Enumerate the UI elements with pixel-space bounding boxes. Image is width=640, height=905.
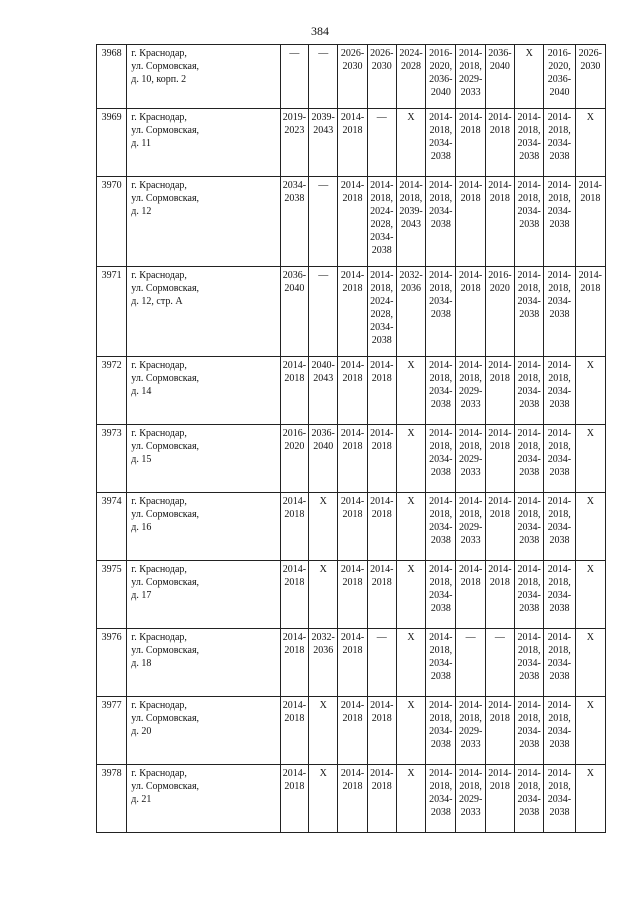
table-row (97, 765, 606, 833)
schedule-cell: 2014- 2018, 2034- 2038 (426, 697, 456, 765)
schedule-cell: 2014- 2018, 2029- 2033 (456, 357, 485, 425)
address-cell: г. Краснодар, ул. Сормовская, д. 18 (127, 629, 281, 697)
row-number: 3978 (97, 765, 127, 833)
schedule-cell: 2014- 2018, 2034- 2038 (426, 425, 456, 493)
schedule-cell: 2016- 2020 (280, 425, 308, 493)
row-number: 3968 (97, 45, 127, 109)
schedule-cell: 2014- 2018 (280, 357, 308, 425)
row-number: 3976 (97, 629, 127, 697)
schedule-cell: 2014- 2018 (485, 493, 514, 561)
schedule-cell: 2014- 2018 (367, 357, 396, 425)
schedule-cell: 2019- 2023 (280, 109, 308, 177)
address-cell: г. Краснодар, ул. Сормовская, д. 17 (127, 561, 281, 629)
row-number: 3974 (97, 493, 127, 561)
schedule-cell: 2014- 2018, 2034- 2038 (544, 109, 575, 177)
address-cell: г. Краснодар, ул. Сормовская, д. 15 (127, 425, 281, 493)
schedule-cell: 2014- 2018 (485, 561, 514, 629)
schedule-cell: — (456, 629, 485, 697)
schedule-cell: 2014- 2018, 2029- 2033 (456, 425, 485, 493)
schedule-cell: 2014- 2018 (338, 425, 367, 493)
schedule-cell: X (396, 561, 425, 629)
schedule-cell: 2014- 2018 (485, 177, 514, 267)
table-row (97, 45, 606, 109)
schedule-cell: X (575, 357, 605, 425)
schedule-cell: 2014- 2018 (280, 765, 308, 833)
schedule-cell: — (367, 629, 396, 697)
schedule-cell: 2014- 2018, 2024- 2028, 2034- 2038 (367, 177, 396, 267)
schedule-cell: 2014- 2018 (338, 697, 367, 765)
schedule-cell: — (309, 177, 338, 267)
schedule-cell: 2014- 2018, 2034- 2038 (426, 357, 456, 425)
schedule-cell: 2014- 2018, 2034- 2038 (426, 267, 456, 357)
schedule-cell: X (309, 697, 338, 765)
schedule-cell: 2014- 2018, 2034- 2038 (515, 267, 544, 357)
schedule-cell: X (575, 425, 605, 493)
table-row (97, 109, 606, 177)
schedule-cell: 2040- 2043 (309, 357, 338, 425)
schedule-cell: 2014- 2018 (456, 177, 485, 267)
schedule-cell: X (396, 629, 425, 697)
schedule-cell: 2014- 2018 (485, 109, 514, 177)
schedule-cell: 2014- 2018 (575, 177, 605, 267)
schedule-cell: 2014- 2018, 2034- 2038 (515, 493, 544, 561)
schedule-cell: 2032- 2036 (309, 629, 338, 697)
schedule-cell: 2024- 2028 (396, 45, 425, 109)
schedule-cell: 2014- 2018 (456, 267, 485, 357)
schedule-cell: 2014- 2018 (280, 493, 308, 561)
schedule-cell: X (575, 493, 605, 561)
schedule-cell: X (396, 765, 425, 833)
table-row (97, 267, 606, 357)
schedule-cell: 2014- 2018, 2029- 2033 (456, 765, 485, 833)
schedule-cell: 2014- 2018 (485, 765, 514, 833)
schedule-cell: 2014- 2018 (280, 629, 308, 697)
schedule-cell: 2014- 2018 (367, 493, 396, 561)
schedule-cell: 2014- 2018 (367, 697, 396, 765)
row-number: 3977 (97, 697, 127, 765)
schedule-cell: 2014- 2018, 2034- 2038 (544, 177, 575, 267)
row-number: 3973 (97, 425, 127, 493)
schedule-cell: 2014- 2018 (367, 561, 396, 629)
schedule-cell: 2014- 2018 (338, 357, 367, 425)
schedule-cell: 2014- 2018, 2034- 2038 (515, 425, 544, 493)
schedule-cell: 2014- 2018 (367, 425, 396, 493)
schedule-cell: 2036- 2040 (280, 267, 308, 357)
schedule-cell: 2016- 2020, 2036- 2040 (426, 45, 456, 109)
schedule-cell: — (485, 629, 514, 697)
schedule-cell: X (575, 697, 605, 765)
row-number: 3971 (97, 267, 127, 357)
schedule-cell: 2039- 2043 (309, 109, 338, 177)
schedule-cell: 2036- 2040 (309, 425, 338, 493)
schedule-cell: 2014- 2018, 2034- 2038 (515, 177, 544, 267)
schedule-cell: X (309, 493, 338, 561)
schedule-cell: 2032- 2036 (396, 267, 425, 357)
address-cell: г. Краснодар, ул. Сормовская, д. 20 (127, 697, 281, 765)
schedule-cell: 2014- 2018, 2034- 2038 (515, 765, 544, 833)
schedule-cell: — (309, 267, 338, 357)
schedule-cell: X (309, 765, 338, 833)
schedule-cell: X (309, 561, 338, 629)
schedule-cell: 2014- 2018 (338, 267, 367, 357)
row-number: 3972 (97, 357, 127, 425)
repair-schedule-table (96, 44, 606, 833)
schedule-cell: 2014- 2018, 2034- 2038 (544, 357, 575, 425)
schedule-cell: 2014- 2018, 2034- 2038 (426, 109, 456, 177)
address-cell: г. Краснодар, ул. Сормовская, д. 12 (127, 177, 281, 267)
schedule-cell: 2014- 2018 (338, 177, 367, 267)
schedule-cell: 2026- 2030 (338, 45, 367, 109)
table-row (97, 629, 606, 697)
table-row (97, 177, 606, 267)
schedule-cell: 2014- 2018, 2029- 2033 (456, 697, 485, 765)
address-cell: г. Краснодар, ул. Сормовская, д. 12, стр. А (127, 267, 281, 357)
schedule-cell: 2034- 2038 (280, 177, 308, 267)
schedule-cell: 2014- 2018, 2034- 2038 (426, 493, 456, 561)
schedule-cell: X (396, 697, 425, 765)
row-number: 3970 (97, 177, 127, 267)
schedule-cell: 2014- 2018, 2034- 2038 (426, 177, 456, 267)
schedule-cell: 2014- 2018 (367, 765, 396, 833)
schedule-cell: 2014- 2018 (338, 493, 367, 561)
schedule-cell: 2014- 2018, 2034- 2038 (544, 425, 575, 493)
schedule-cell: 2014- 2018, 2034- 2038 (544, 629, 575, 697)
schedule-cell: 2014- 2018, 2034- 2038 (515, 561, 544, 629)
schedule-cell: X (396, 425, 425, 493)
schedule-cell: 2014- 2018 (575, 267, 605, 357)
schedule-cell: X (575, 629, 605, 697)
schedule-cell: 2014- 2018, 2029- 2033 (456, 493, 485, 561)
schedule-cell: 2014- 2018, 2034- 2038 (515, 629, 544, 697)
schedule-cell: X (396, 109, 425, 177)
row-number: 3975 (97, 561, 127, 629)
schedule-cell: 2026- 2030 (575, 45, 605, 109)
schedule-cell: 2014- 2018, 2034- 2038 (426, 561, 456, 629)
schedule-cell: 2014- 2018 (338, 109, 367, 177)
schedule-cell: 2014- 2018 (485, 357, 514, 425)
schedule-cell: 2014- 2018, 2024- 2028, 2034- 2038 (367, 267, 396, 357)
schedule-cell: 2014- 2018, 2034- 2038 (544, 697, 575, 765)
schedule-cell: 2014- 2018, 2034- 2038 (515, 697, 544, 765)
schedule-cell: X (396, 493, 425, 561)
address-cell: г. Краснодар, ул. Сормовская, д. 16 (127, 493, 281, 561)
schedule-cell: 2014- 2018 (456, 561, 485, 629)
schedule-cell: X (575, 765, 605, 833)
table-row (97, 357, 606, 425)
schedule-cell: X (575, 109, 605, 177)
address-cell: г. Краснодар, ул. Сормовская, д. 10, корп. 2 (127, 45, 281, 109)
schedule-cell: 2014- 2018, 2039- 2043 (396, 177, 425, 267)
schedule-cell: 2026- 2030 (367, 45, 396, 109)
row-number: 3969 (97, 109, 127, 177)
schedule-cell: 2014- 2018, 2034- 2038 (544, 267, 575, 357)
table-row (97, 697, 606, 765)
address-cell: г. Краснодар, ул. Сормовская, д. 11 (127, 109, 281, 177)
schedule-cell: 2014- 2018, 2034- 2038 (426, 765, 456, 833)
schedule-cell: 2014- 2018 (338, 765, 367, 833)
schedule-cell: 2014- 2018, 2034- 2038 (544, 493, 575, 561)
schedule-cell: 2014- 2018 (280, 697, 308, 765)
address-cell: г. Краснодар, ул. Сормовская, д. 21 (127, 765, 281, 833)
schedule-cell: 2036- 2040 (485, 45, 514, 109)
schedule-cell: 2014- 2018 (485, 425, 514, 493)
schedule-cell: 2014- 2018, 2034- 2038 (515, 109, 544, 177)
page-number: 384 (311, 24, 329, 38)
schedule-cell: 2014- 2018, 2034- 2038 (544, 561, 575, 629)
address-cell: г. Краснодар, ул. Сормовская, д. 14 (127, 357, 281, 425)
schedule-cell: 2014- 2018 (338, 561, 367, 629)
table-row (97, 425, 606, 493)
schedule-cell: 2014- 2018 (338, 629, 367, 697)
schedule-cell: — (309, 45, 338, 109)
schedule-cell: 2014- 2018, 2034- 2038 (426, 629, 456, 697)
table-row (97, 493, 606, 561)
schedule-cell: 2014- 2018 (456, 109, 485, 177)
schedule-cell: X (515, 45, 544, 109)
schedule-cell: 2014- 2018 (280, 561, 308, 629)
schedule-cell: 2016- 2020, 2036- 2040 (544, 45, 575, 109)
table-row (97, 561, 606, 629)
schedule-cell: 2014- 2018 (485, 697, 514, 765)
schedule-cell: 2014- 2018, 2034- 2038 (544, 765, 575, 833)
schedule-cell: 2014- 2018, 2034- 2038 (515, 357, 544, 425)
schedule-cell: 2014- 2018, 2029- 2033 (456, 45, 485, 109)
schedule-cell: 2016- 2020 (485, 267, 514, 357)
schedule-cell: X (396, 357, 425, 425)
schedule-cell: X (575, 561, 605, 629)
schedule-cell: — (367, 109, 396, 177)
schedule-cell: — (280, 45, 308, 109)
